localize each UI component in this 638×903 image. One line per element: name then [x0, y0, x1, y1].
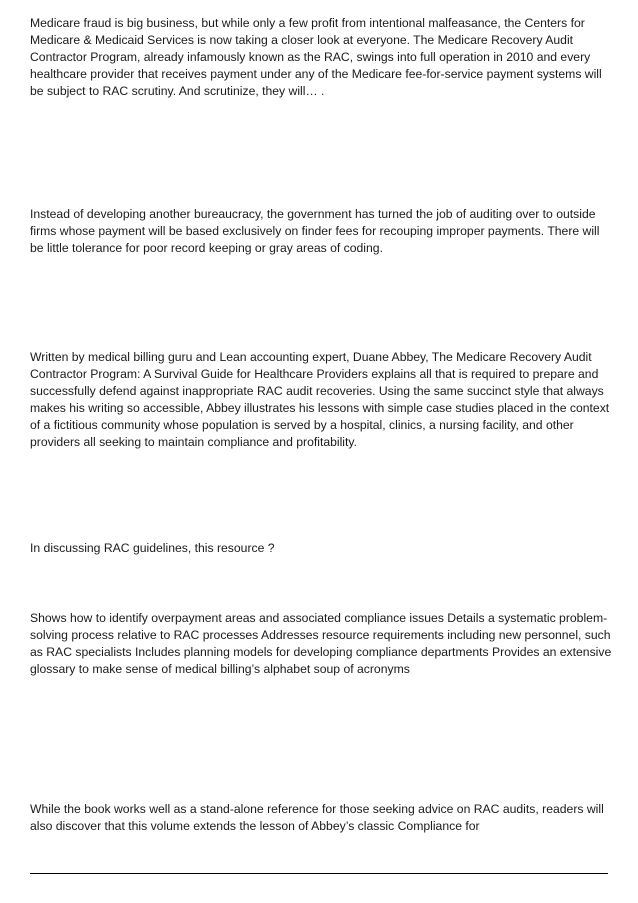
paragraph-author-description: Written by medical billing guru and Lean accounting expert, Duane Abbey, The Medicare Recovery Audit Contractor Program: A Survival Guide for Healthcare Providers explains all that is required to prepare and successfully defend against inappropriate RAC audit recoveries. Using the same succinct style that always makes his writing so accessible, Abbey illustrates his lessons with simple case studies placed in the context of a fictitious community whose population is served by a hospital, clinics, a nursing facility, and other providers all seeking to maintain compliance and profitability.: [30, 350, 610, 449]
paragraph-guidelines-intro: In discussing RAC guidelines, this resource ?: [30, 541, 275, 555]
paragraph-resource-features: Shows how to identify overpayment areas and associated compliance issues Details a systematic problem-solving process relative to RAC processes Addresses resource requirements including new personnel, such as RAC specialists Includes planning models for developing compliance departments Provides an extensive glossary to make sense of medical billing’s alphabet soup of acronyms: [30, 611, 612, 676]
footer-divider: [30, 873, 608, 874]
paragraph-outside-firms: Instead of developing another bureaucracy, the government has turned the job of auditing over to outside firms whose payment will be based exclusively on finder fees for recouping improper payments. There will be little tolerance for poor record keeping or gray areas of coding.: [30, 207, 600, 255]
paragraph-standalone-reference: While the book works well as a stand-alone reference for those seeking advice on RAC audits, readers will also discover that this volume extends the lesson of Abbey’s classic Compliance for: [30, 802, 604, 833]
paragraph-rac-intro: Medicare fraud is big business, but while only a few profit from intentional malfeasance, the Centers for Medicare & Medicaid Services is now taking a closer look at everyone. The Medicare Recovery Audit Contractor Program, already infamously known as the RAC, swings into full operation in 2010 and every healthcare provider that receives payment under any of the Medicare fee-for-service payment systems will be subject to RAC scrutiny. And scrutinize, they will… .: [30, 16, 602, 98]
